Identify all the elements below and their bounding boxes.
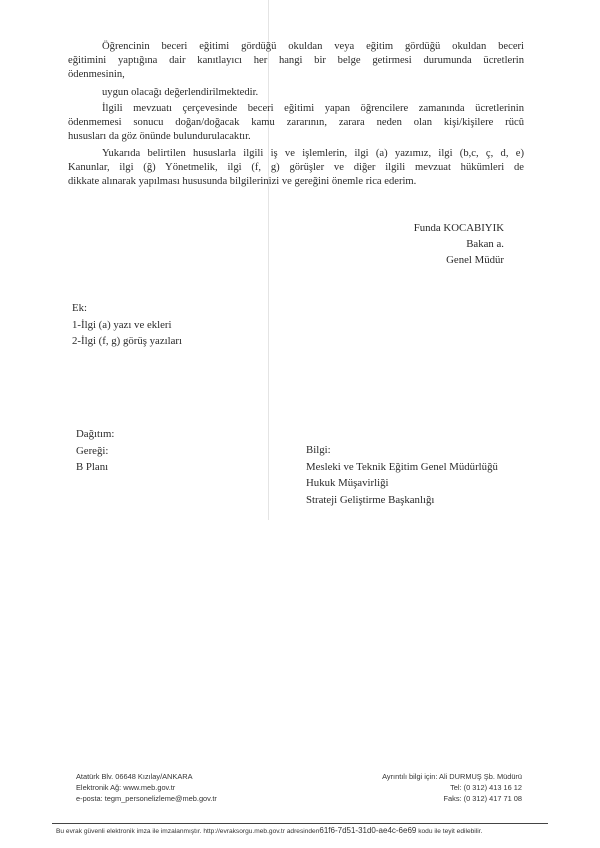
paragraph-2-line-1: uygun olacağı değerlendirilmektedir. xyxy=(102,87,259,98)
footer-contact-block xyxy=(382,771,522,804)
bilgi-item: Mesleki ve Teknik Eğitim Genel Müdürlüğü xyxy=(306,460,498,473)
footer-address-block xyxy=(76,771,217,804)
signatory-title-1: Bakan a. xyxy=(466,238,504,250)
verification-divider xyxy=(52,823,548,824)
paragraph-1-line-1: Öğrencinin beceri eğitimi gördüğü okuldan veya eğitim gördüğü okuldan beceri xyxy=(102,41,524,52)
footer-tel: Tel: (0 312) 413 16 12 xyxy=(450,783,522,792)
bilgi-block xyxy=(306,442,498,508)
paragraph-3-line-2: ödenmemesi sonucu doğan/doğacak kamu zararının, zarara neden olan kişi/kişilere rücû xyxy=(68,117,524,129)
signatory-name: Funda KOCABIYIK xyxy=(413,222,504,234)
footer-contact: Ayrıntılı bilgi için: Ali DURMUŞ Şb. Müdürü xyxy=(382,772,522,781)
verification-suffix: kodu ile teyit edilebilir. xyxy=(416,828,483,835)
verification-code: 61f6-7d51-31d0-ae4c-6e69 xyxy=(319,826,417,835)
gereği-label: Gereği: xyxy=(76,444,109,457)
distribution-heading: Dağıtım: xyxy=(76,428,115,440)
paragraph-2 xyxy=(68,86,524,100)
attachments-block xyxy=(72,300,182,350)
signature-block xyxy=(414,220,504,268)
gereği-value: B Planı xyxy=(76,461,109,473)
paragraph-1-line-2: eğitimini yaptığına dair kanıtlayıcı her hangi bir belge getirmesi durumunda ücretlerin xyxy=(68,55,524,67)
paragraph-4-line-2: Kanunlar, ilgi (ğ) Yönetmelik, ilgi (f, g) görüşler ve diğer ilgili mevzuat hükümleri de xyxy=(68,162,524,174)
bilgi-label: Bilgi: xyxy=(306,444,331,456)
paragraph-3-line-1: İlgili mevzuatı çerçevesinde beceri eğitimi yapan öğrencilere zamanında ücretlerinin xyxy=(102,103,524,114)
verification-prefix: Bu evrak güvenli elektronik imza ile imzalanmıştır. http://evraksorgu.meb.gov.tr adresinden xyxy=(56,828,320,835)
paragraph-4-line-1: Yukarıda belirtilen hususlarla ilgili iş ve işlemlerin, ilgi (a) yazımız, ilgi (b,c, ç, d, e) xyxy=(102,148,524,159)
paragraph-4-line-3: dikkate alınarak yapılması hususunda bilgilerinizi ve gereğini önemle rica ederim. xyxy=(68,176,417,188)
paragraph-1-line-3: ödenmesinin, xyxy=(68,69,125,81)
signatory-title-2: Genel Müdür xyxy=(446,254,504,266)
distribution-block xyxy=(76,426,114,476)
paragraph-3 xyxy=(68,102,524,145)
paragraph-4 xyxy=(68,147,524,190)
footer-email: e-posta: tegm_personelizleme@meb.gov.tr xyxy=(76,794,217,803)
paragraph-3-line-3: hususları da göz önünde bulundurulacaktır. xyxy=(68,131,251,143)
bilgi-item: Hukuk Müşavirliği xyxy=(306,477,389,489)
footer-address: Atatürk Blv. 06648 Kızılay/ANKARA xyxy=(76,772,193,781)
paragraph-1 xyxy=(68,40,524,83)
footer-fax: Faks: (0 312) 417 71 08 xyxy=(443,794,522,803)
footer-web: Elektronik Ağ: www.meb.gov.tr xyxy=(76,783,176,792)
bilgi-item: Strateji Geliştirme Başkanlığı xyxy=(306,493,435,506)
attachment-item: 2-İlgi (f, g) görüş yazıları xyxy=(72,335,183,347)
attachments-heading: Ek: xyxy=(72,302,87,314)
verification-note xyxy=(56,826,482,835)
attachment-item: 1-İlgi (a) yazı ve ekleri xyxy=(72,318,172,331)
